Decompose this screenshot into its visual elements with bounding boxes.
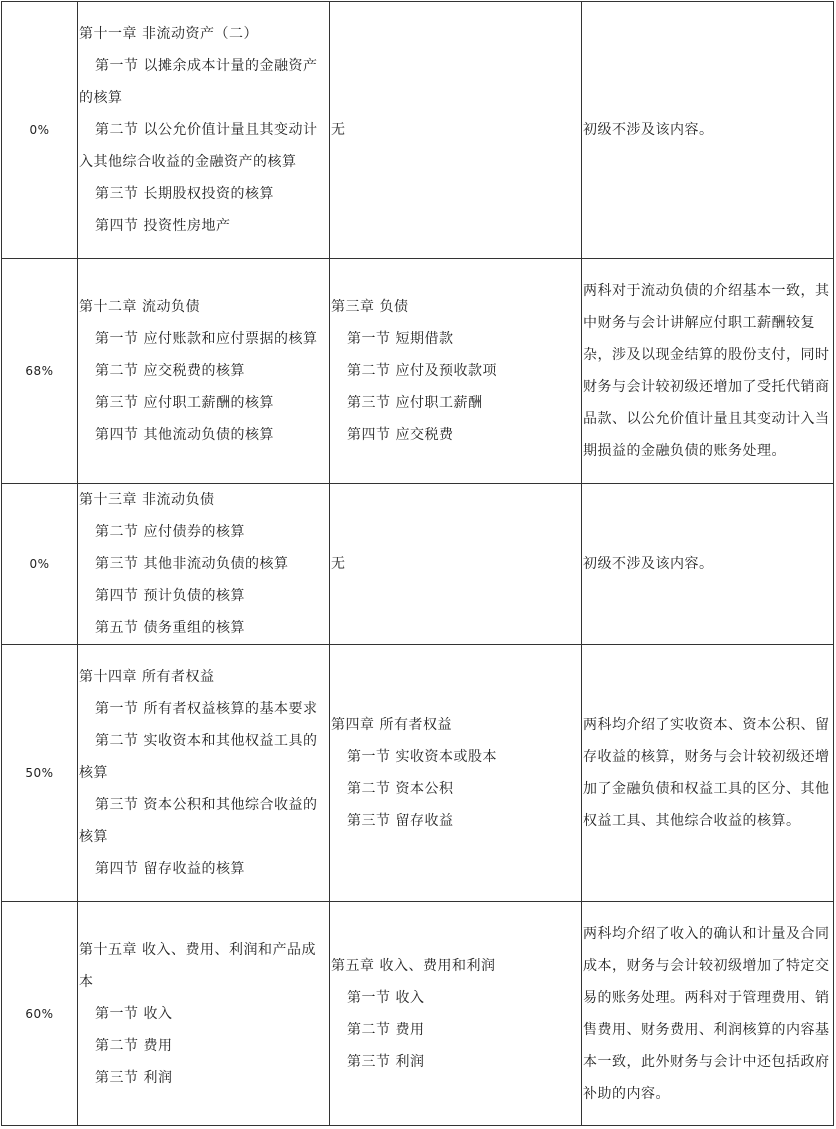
chapter-title: 第十三章 非流动负债 [79, 492, 215, 508]
section-item: 第四节 预计负债的核算 [95, 588, 245, 604]
section-item: 第三节 应付职工薪酬 [347, 395, 483, 411]
section-item: 第三节 应付职工薪酬的核算 [95, 395, 274, 411]
section-item: 第三节 留存收益 [347, 813, 454, 829]
section-item: 第一节 短期借款 [347, 331, 454, 347]
comparison-note: 初级不涉及该内容。 [582, 2, 834, 259]
section-item: 第三节 长期股权投资的核算 [95, 186, 274, 202]
overlap-percent: 0% [2, 2, 78, 259]
section-item: 第二节 费用 [95, 1037, 173, 1054]
section-item: 第一节 应付账款和应付票据的核算 [95, 331, 318, 347]
section-item: 第四节 投资性房地产 [95, 218, 231, 234]
section-item: 第三节 利润 [347, 1053, 425, 1070]
chapter-title: 第三章 负债 [331, 299, 409, 315]
chapter-title: 第四章 所有者权益 [331, 717, 452, 733]
junior-chapter-cell [330, 902, 582, 1126]
table-row [2, 484, 834, 645]
table-row [2, 259, 834, 484]
section-item: 第一节 以摊余成本计量的金融资产的核算 [79, 58, 318, 106]
table-row [2, 902, 834, 1126]
section-item: 第一节 实收资本或股本 [347, 749, 497, 765]
section-item: 第一节 收入 [95, 1005, 173, 1022]
section-item: 第三节 其他非流动负债的核算 [95, 556, 289, 572]
chapter-title: 第十二章 流动负债 [79, 299, 200, 315]
chapter-title: 第十一章 非流动资产（二） [79, 26, 258, 42]
comparison-note: 两科均介绍了实收资本、资本公积、留存收益的核算，财务与会计较初级还增加了金融负债和权益工具的区分、其他权益工具、其他综合收益的核算。 [582, 645, 834, 902]
section-item: 第二节 费用 [347, 1021, 425, 1038]
intermediate-chapter-cell [78, 645, 330, 902]
section-item: 第三节 利润 [95, 1069, 173, 1086]
overlap-percent: 0% [2, 484, 78, 645]
section-item: 第二节 以公允价值计量且其变动计入其他综合收益的金融资产的核算 [79, 122, 318, 170]
section-item: 第二节 应付及预收款项 [347, 363, 497, 379]
intermediate-chapter-cell [78, 2, 330, 259]
table-row [2, 2, 834, 259]
section-item: 第三节 资本公积和其他综合收益的核算 [79, 797, 318, 845]
comparison-note: 初级不涉及该内容。 [582, 484, 834, 645]
section-item: 第四节 留存收益的核算 [95, 861, 245, 877]
comparison-table [1, 1, 834, 1126]
section-item: 第一节 所有者权益核算的基本要求 [95, 701, 318, 717]
junior-chapter-cell [330, 645, 582, 902]
section-item: 第二节 实收资本和其他权益工具的核算 [79, 733, 318, 781]
junior-chapter-cell [330, 259, 582, 484]
section-item: 第五节 债务重组的核算 [95, 620, 245, 636]
intermediate-chapter-cell [78, 259, 330, 484]
section-item: 第一节 收入 [347, 989, 425, 1006]
intermediate-chapter-cell [78, 902, 330, 1126]
overlap-percent: 50% [2, 645, 78, 902]
section-item: 第四节 其他流动负债的核算 [95, 427, 274, 443]
overlap-percent: 60% [2, 902, 78, 1126]
section-item: 第二节 应付债券的核算 [95, 524, 245, 540]
table-row [2, 645, 834, 902]
section-item: 第二节 应交税费的核算 [95, 363, 245, 379]
chapter-title: 第五章 收入、费用和利润 [331, 957, 496, 974]
junior-chapter-cell: 无 [330, 2, 582, 259]
overlap-percent: 68% [2, 259, 78, 484]
chapter-title: 第十五章 收入、费用、利润和产品成本 [79, 941, 316, 990]
junior-chapter-cell: 无 [330, 484, 582, 645]
section-item: 第四节 应交税费 [347, 427, 454, 443]
intermediate-chapter-cell [78, 484, 330, 645]
comparison-note: 两科均介绍了收入的确认和计量及合同成本，财务与会计较初级增加了特定交易的账务处理。两科对于管理费用、销售费用、财务费用、利润核算的内容基本一致，此外财务与会计中还包括政府补助的内容。 [582, 902, 834, 1126]
chapter-title: 第十四章 所有者权益 [79, 669, 215, 685]
comparison-note: 两科对于流动负债的介绍基本一致，其中财务与会计讲解应付职工薪酬较复杂，涉及以现金结算的股份支付，同时财务与会计较初级还增加了受托代销商品款、以公允价值计量且其变动计入当期损益的金融负债的账务处理。 [582, 259, 834, 484]
section-item: 第二节 资本公积 [347, 781, 454, 797]
